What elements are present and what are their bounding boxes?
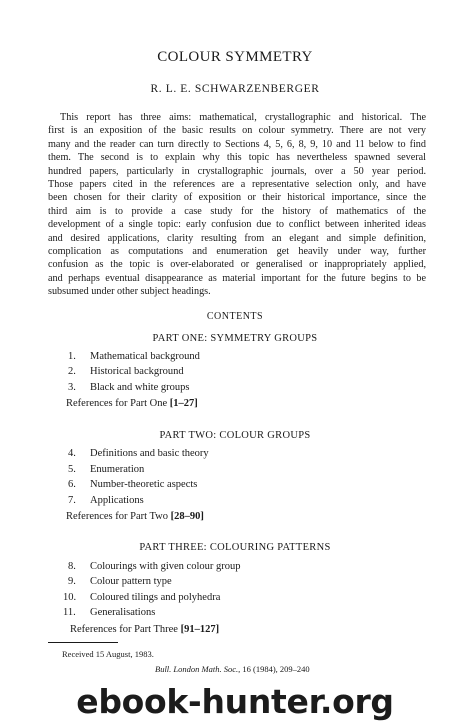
part-three-references (70, 624, 219, 635)
references-range: [91–127] (180, 624, 220, 635)
item-label: Colourings with given colour group (90, 561, 241, 572)
item-label: Coloured tilings and polyhedra (90, 592, 221, 603)
contents-item-2 (68, 366, 184, 377)
contents-item-3 (68, 382, 189, 393)
references-range: [1–27] (169, 398, 198, 409)
item-label: Historical background (90, 366, 184, 377)
contents-item-11 (63, 607, 155, 618)
abstract-line: third aim is to provide a case study for the history of mathematics of the (48, 205, 426, 217)
abstract-line: and desired applications, clarity resulting from an elegant and simple definition, (48, 232, 426, 244)
item-number: 7. (68, 495, 76, 506)
item-number: 1. (68, 351, 76, 362)
part-one-references (66, 398, 198, 409)
watermark-text: ebook-hunter.org (76, 682, 394, 721)
item-label: Black and white groups (90, 382, 190, 393)
item-label: Colour pattern type (90, 576, 172, 587)
references-label: References for Part Three (70, 624, 178, 635)
contents-item-8 (68, 561, 241, 572)
item-label: Enumeration (90, 464, 145, 475)
abstract-line: complication as computations and enumeration get heavily under way, further (48, 245, 426, 257)
abstract-paragraph (48, 111, 426, 298)
contents-item-9 (68, 576, 172, 587)
abstract-line: development of a single topic: early confusion due to conflict between inherited ideas (48, 219, 426, 231)
part-three-heading: PART THREE: COLOURING PATTERNS (139, 542, 331, 553)
references-range: [28–90] (170, 511, 204, 522)
paper-title: COLOUR SYMMETRY (157, 49, 313, 65)
references-label: References for Part One (66, 398, 168, 409)
paper-author: R. L. E. SCHWARZENBERGER (150, 83, 320, 95)
abstract-line: subsumed under other subject headings. (48, 286, 211, 298)
abstract-line: and perhaps eventual disappearance as material important for the future begins to be (48, 272, 426, 284)
references-label: References for Part Two (66, 511, 168, 522)
item-number: 4. (68, 448, 76, 459)
contents-heading: CONTENTS (206, 311, 264, 322)
citation-details: , 16 (1984), 209–240 (238, 664, 310, 674)
item-number: 2. (68, 366, 76, 377)
contents-item-4 (68, 448, 209, 459)
part-two-heading: PART TWO: COLOUR GROUPS (159, 430, 311, 441)
item-label: Mathematical background (90, 351, 200, 362)
contents-item-10 (63, 592, 220, 603)
item-number: 5. (68, 464, 76, 475)
received-date: Received 15 August, 1983. (62, 649, 154, 659)
item-number: 6. (68, 479, 76, 490)
abstract-line: Those papers cited in the references are a representative selection only, and have (48, 178, 426, 190)
journal-name: Bull. London Math. Soc. (155, 664, 239, 674)
contents-item-7 (68, 495, 144, 506)
journal-citation (155, 664, 310, 674)
abstract-line: hundred papers, particularly in crystallographic journals, over a 50 year period. (48, 165, 426, 177)
abstract-line: been chosen for their clarity of exposition or their historical importance, since the (48, 192, 426, 204)
abstract-line: confusion as the topic is over-elaborated or generalised or inappropriately applied, (48, 259, 426, 271)
item-number: 3. (68, 382, 76, 393)
item-number: 8. (68, 561, 76, 572)
part-two-references (66, 511, 204, 522)
item-label: Number-theoretic aspects (90, 479, 198, 490)
item-number: 9. (68, 576, 76, 587)
abstract-line: many and the reader can turn directly to Sections 4, 5, 6, 8, 9, 10 and 11 below to find (48, 138, 426, 150)
footnote-rule (48, 642, 118, 643)
item-label: Applications (90, 495, 144, 506)
item-label: Definitions and basic theory (90, 448, 209, 459)
abstract-line: first is an exposition of the basic results on colour symmetry. There are not very (48, 125, 426, 137)
item-number: 11. (63, 607, 76, 618)
part-one-heading: PART ONE: SYMMETRY GROUPS (152, 333, 318, 344)
abstract-line: them. The second is to explain why this topic has nevertheless spawned several (48, 152, 426, 164)
contents-item-1 (68, 351, 200, 362)
abstract-line: This report has three aims: mathematical, crystallographic and historical. The (60, 112, 426, 123)
item-label: Generalisations (90, 607, 156, 618)
contents-item-5 (68, 464, 144, 475)
item-number: 10. (63, 592, 77, 603)
contents-item-6 (68, 479, 197, 490)
